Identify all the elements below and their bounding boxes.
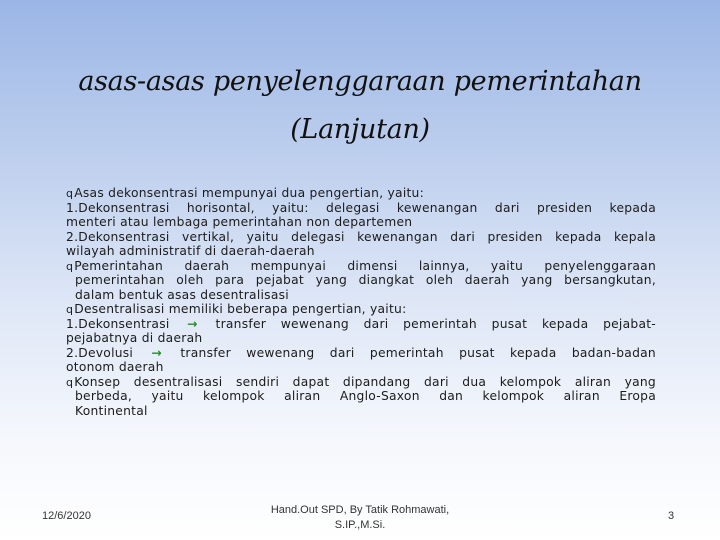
body-text: transfer wewenang dari pemerintah pusat kepada pejabat- [215, 316, 656, 331]
body-text: Konsep desentralisasi sendiri dapat dipandang dari dua kelompok aliran yang [74, 374, 656, 389]
body-line: otonom daerah [66, 360, 164, 374]
checkbox-bullet-icon: q [66, 259, 74, 273]
body-text: Asas dekonsentrasi mempunyai dua pengertian, yaitu: [74, 186, 424, 200]
bullet-item [66, 302, 656, 317]
bullet-item [66, 375, 656, 390]
arrow-right-icon: → [187, 316, 198, 331]
body-line [66, 317, 656, 332]
body-line: dalam bentuk asas desentralisasi [75, 287, 289, 302]
arrow-right-icon: → [151, 345, 163, 360]
body-line: 2.Dekonsentrasi vertikal, yaitu delegasi kewenangan dari presiden kepada kepala [66, 229, 656, 244]
body-line: wilayah administratif di daerah-daerah [66, 244, 315, 258]
body-text: 2.Devolusi [66, 345, 134, 360]
title-line-2: (Lanjutan) [290, 114, 430, 145]
body-text: 1.Dekonsentrasi [66, 316, 170, 331]
body-line: 1.Dekonsentrasi horisontal, yaitu: delegasi kewenangan dari presiden kepada [66, 200, 656, 215]
bullet-item [66, 186, 656, 201]
body-line: pejabatnya di daerah [66, 331, 203, 345]
slide-body [66, 186, 656, 418]
checkbox-bullet-icon: q [66, 303, 74, 316]
page-number: 3 [668, 510, 675, 522]
checkbox-bullet-icon: q [66, 187, 74, 200]
footer-author [250, 503, 470, 533]
body-line: menteri atau lembaga pemerintahan non departemen [66, 215, 413, 229]
body-line: berbeda, yaitu kelompok aliran Anglo-Saxon dan kelompok aliran Eropa [75, 389, 656, 403]
body-text: transfer wewenang dari pemerintah pusat kepada badan-badan [180, 345, 656, 360]
slide-title [40, 58, 680, 154]
title-line-1: asas-asas penyelenggaraan pemerintahan [78, 66, 642, 97]
body-line: pemerintahan oleh para pejabat yang diangkat oleh daerah yang bersangkutan, [75, 273, 656, 287]
footer-author-line-2: S.IP.,M.Si. [334, 519, 386, 531]
checkbox-bullet-icon: q [66, 375, 74, 389]
footer-date: 12/6/2020 [42, 510, 91, 522]
footer-author-line-1: Hand.Out SPD, By Tatik Rohmawati, [270, 504, 450, 516]
body-text: Pemerintahan daerah mempunyai dimensi lainnya, yaitu penyelenggaraan [74, 258, 656, 273]
bullet-item [66, 259, 656, 274]
body-text: Desentralisasi memiliki beberapa pengertian, yaitu: [74, 302, 407, 316]
body-line: Kontinental [75, 403, 148, 418]
body-line [66, 346, 656, 361]
